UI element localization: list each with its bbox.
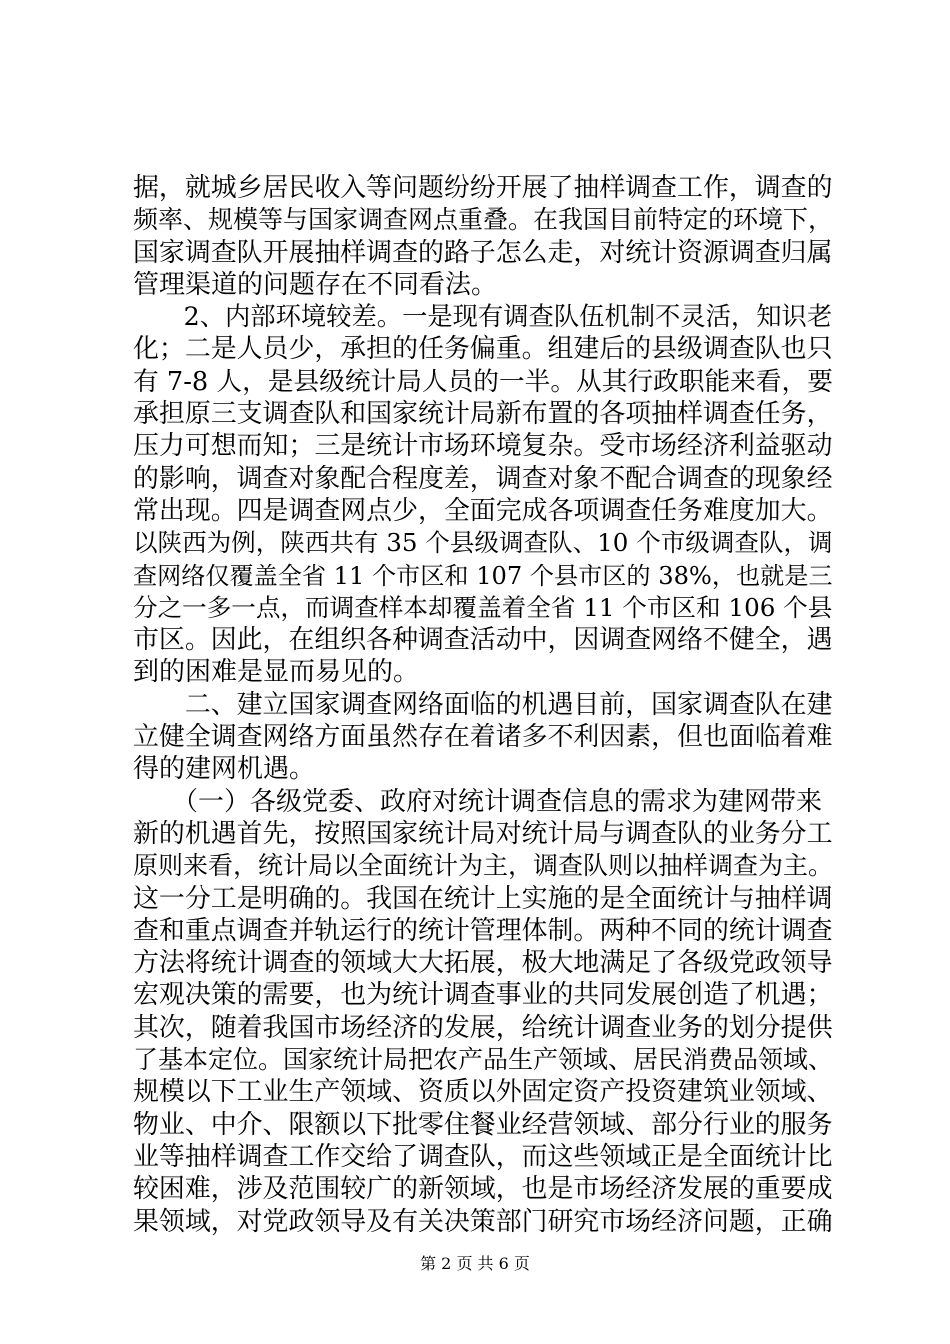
text-line: 立健全调查网络方面虽然存在着诸多不利因素，但也面临着难	[133, 722, 833, 753]
text-line: 化；二是人员少，承担的任务偏重。组建后的县级调查队也只	[133, 334, 833, 365]
text-line: 二、建立国家调查网络面临的机遇目前，国家调查队在建	[133, 689, 833, 720]
text-line: 常出现。四是调查网点少，全面完成各项调查任务难度加大。	[133, 495, 833, 526]
text-line: 物业、中介、限额以下批零住餐业经营领域、部分行业的服务	[133, 1109, 833, 1140]
text-line: 查网络仅覆盖全省 11 个市区和 107 个县市区的 38%，也就是三	[133, 561, 833, 590]
text-line: 得的建网机遇。	[133, 754, 316, 785]
text-line: 以陕西为例，陕西共有 35 个县级调查队、10 个市级调查队，调	[133, 528, 833, 558]
text-line: 业等抽样调查工作交给了调查队，而这些领域正是全面统计比	[133, 1141, 833, 1172]
text-line: 原则来看，统计局以全面统计为主，调查队则以抽样调查为主。	[133, 851, 834, 881]
text-line: 有 7-8 人，是县级统计局人员的一半。从其行政职能来看，要	[133, 366, 833, 397]
text-line: 这一分工是明确的。我国在统计上实施的是全面统计与抽样调	[133, 883, 833, 914]
text-line: 果领域，对党政领导及有关决策部门研究市场经济问题，正确	[133, 1206, 833, 1237]
text-line: 了基本定位。国家统计局把农产品生产领域、居民消费品领域、	[133, 1045, 834, 1075]
text-line: 据，就城乡居民收入等问题纷纷开展了抽样调查工作，调查的	[133, 173, 833, 203]
text-line: 承担原三支调查队和国家统计局新布置的各项抽样调查任务，	[133, 399, 833, 430]
text-line: 新的机遇首先，按照国家统计局对统计局与调查队的业务分工	[133, 818, 833, 849]
text-line: 管理渠道的问题存在不同看法。	[133, 269, 498, 300]
text-line: 其次，随着我国市场经济的发展，给统计调查业务的划分提供	[133, 1012, 833, 1043]
page-footer: 第 2 页 共 6 页	[420, 1254, 530, 1273]
text-line: 分之一多一点，而调查样本却覆盖着全省 11 个市区和 106 个县	[133, 592, 833, 622]
text-line: 较困难，涉及范围较广的新领域，也是市场经济发展的重要成	[133, 1174, 833, 1205]
text-line: 2、内部环境较差。一是现有调查队伍机制不灵活，知识老	[133, 302, 833, 332]
text-line: 到的困难是显而易见的。	[133, 657, 420, 688]
body-text	[133, 172, 833, 1238]
text-line: 压力可想而知；三是统计市场环境复杂。受市场经济利益驱动	[133, 431, 833, 462]
text-line: 宏观决策的需要，也为统计调查事业的共同发展创造了机遇；	[133, 980, 833, 1011]
text-line: 方法将统计调查的领域大大拓展，极大地满足了各级党政领导	[133, 948, 833, 979]
text-line: 的影响，调查对象配合程度差，调查对象不配合调查的现象经	[133, 463, 833, 494]
text-line: （一）各级党委、政府对统计调查信息的需求为建网带来	[133, 786, 823, 817]
text-line: 国家调查队开展抽样调查的路子怎么走，对统计资源调查归属	[133, 237, 833, 268]
text-line: 查和重点调查并轨运行的统计管理体制。两种不同的统计调查	[133, 915, 833, 946]
text-line: 规模以下工业生产领域、资质以外固定资产投资建筑业领域、	[133, 1077, 833, 1108]
text-line: 频率、规模等与国家调查网点重叠。在我国目前特定的环境下，	[133, 205, 834, 235]
text-line: 市区。因此，在组织各种调查活动中，因调查网络不健全，遇	[133, 625, 833, 656]
